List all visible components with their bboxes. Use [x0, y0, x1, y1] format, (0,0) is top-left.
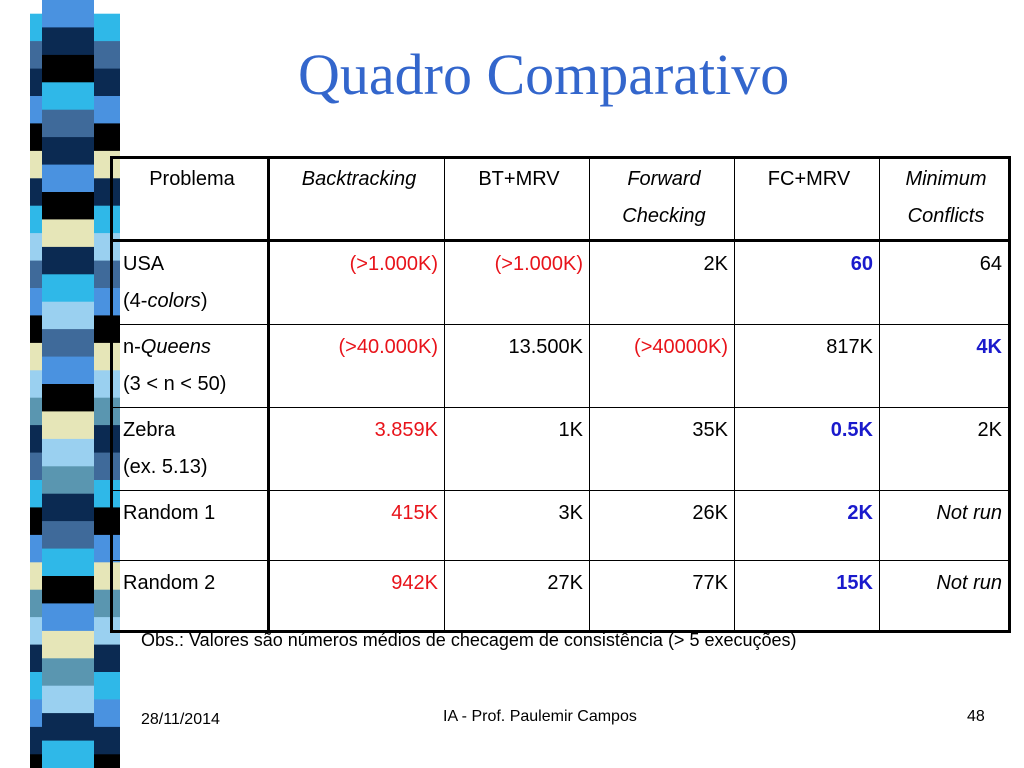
- stripe-front: [42, 55, 94, 83]
- stripe-front: [42, 603, 94, 631]
- cell-fc-mrv: 0.5K: [735, 408, 880, 491]
- header-backtracking: Backtracking: [269, 158, 445, 241]
- cell-backtracking: 942K: [269, 561, 445, 632]
- page-title: Quadro Comparativo: [298, 42, 790, 107]
- stripe-front: [42, 0, 94, 28]
- cell-fc-mrv: 2K: [735, 491, 880, 561]
- stripe-front: [42, 576, 94, 604]
- cell-fc-mrv: 817K: [735, 325, 880, 408]
- cell-minimum-conflicts: 4K: [880, 325, 1010, 408]
- header-bt-mrv: BT+MRV: [445, 158, 590, 241]
- cell-bt-mrv: 13.500K: [445, 325, 590, 408]
- table-row: [112, 408, 1010, 491]
- header-minimum-conflicts: Minimum Conflicts: [880, 158, 1010, 241]
- row-label: Zebra (ex. 5.13): [112, 408, 269, 491]
- stripe-front: [42, 192, 94, 220]
- cell-minimum-conflicts: Not run: [880, 491, 1010, 561]
- cell-fc-mrv: 15K: [735, 561, 880, 632]
- comparison-table: [110, 156, 1011, 633]
- stripe-front: [42, 521, 94, 549]
- decorative-stripe-bar: [0, 0, 120, 768]
- cell-forward-checking: 26K: [590, 491, 735, 561]
- table-row: [112, 561, 1010, 632]
- stripe-front: [42, 247, 94, 275]
- stripe-front: [42, 549, 94, 577]
- stripe-front: [42, 302, 94, 330]
- footer-author: IA - Prof. Paulemir Campos: [443, 708, 637, 725]
- stripe-front: [42, 110, 94, 138]
- header-problema: Problema: [112, 158, 269, 241]
- stripe-front: [42, 411, 94, 439]
- cell-forward-checking: 77K: [590, 561, 735, 632]
- table-header-row: [112, 158, 1010, 241]
- table-row: [112, 241, 1010, 325]
- footer-page-number: 48: [967, 708, 985, 725]
- stripe-front: [42, 219, 94, 247]
- stripe-front: [42, 137, 94, 165]
- cell-bt-mrv: (>1.000K): [445, 241, 590, 325]
- cell-minimum-conflicts: 64: [880, 241, 1010, 325]
- cell-backtracking: (>40.000K): [269, 325, 445, 408]
- stripe-front: [42, 82, 94, 110]
- stripe-front: [42, 713, 94, 741]
- cell-fc-mrv: 60: [735, 241, 880, 325]
- stripe-front: [42, 658, 94, 686]
- header-forward-checking: Forward Checking: [590, 158, 735, 241]
- stripe-front: [42, 466, 94, 494]
- cell-bt-mrv: 1K: [445, 408, 590, 491]
- cell-forward-checking: 2K: [590, 241, 735, 325]
- table-row: [112, 491, 1010, 561]
- stripe-front: [42, 439, 94, 467]
- row-label: n-Queens (3 < n < 50): [112, 325, 269, 408]
- stripe-front: [42, 274, 94, 302]
- cell-bt-mrv: 27K: [445, 561, 590, 632]
- stripe-front: [42, 741, 94, 768]
- cell-backtracking: 3.859K: [269, 408, 445, 491]
- header-fc-mrv: FC+MRV: [735, 158, 880, 241]
- stripe-front: [42, 494, 94, 522]
- row-label: USA (4-colors): [112, 241, 269, 325]
- stripe-front: [42, 27, 94, 55]
- cell-minimum-conflicts: Not run: [880, 561, 1010, 632]
- cell-backtracking: 415K: [269, 491, 445, 561]
- footer-date: 28/11/2014: [141, 711, 220, 728]
- row-label: Random 1: [112, 491, 269, 561]
- observation-note: Obs.: Valores são números médios de checagem de consistência (> 5 execuções): [141, 630, 797, 650]
- cell-forward-checking: (>40000K): [590, 325, 735, 408]
- stripe-front: [42, 686, 94, 714]
- stripe-front: [42, 384, 94, 412]
- stripe-front: [42, 329, 94, 357]
- row-label: Random 2: [112, 561, 269, 632]
- table-row: [112, 325, 1010, 408]
- cell-backtracking: (>1.000K): [269, 241, 445, 325]
- cell-minimum-conflicts: 2K: [880, 408, 1010, 491]
- cell-bt-mrv: 3K: [445, 491, 590, 561]
- stripe-front: [42, 631, 94, 659]
- stripe-front: [42, 357, 94, 385]
- cell-forward-checking: 35K: [590, 408, 735, 491]
- stripe-front: [42, 165, 94, 193]
